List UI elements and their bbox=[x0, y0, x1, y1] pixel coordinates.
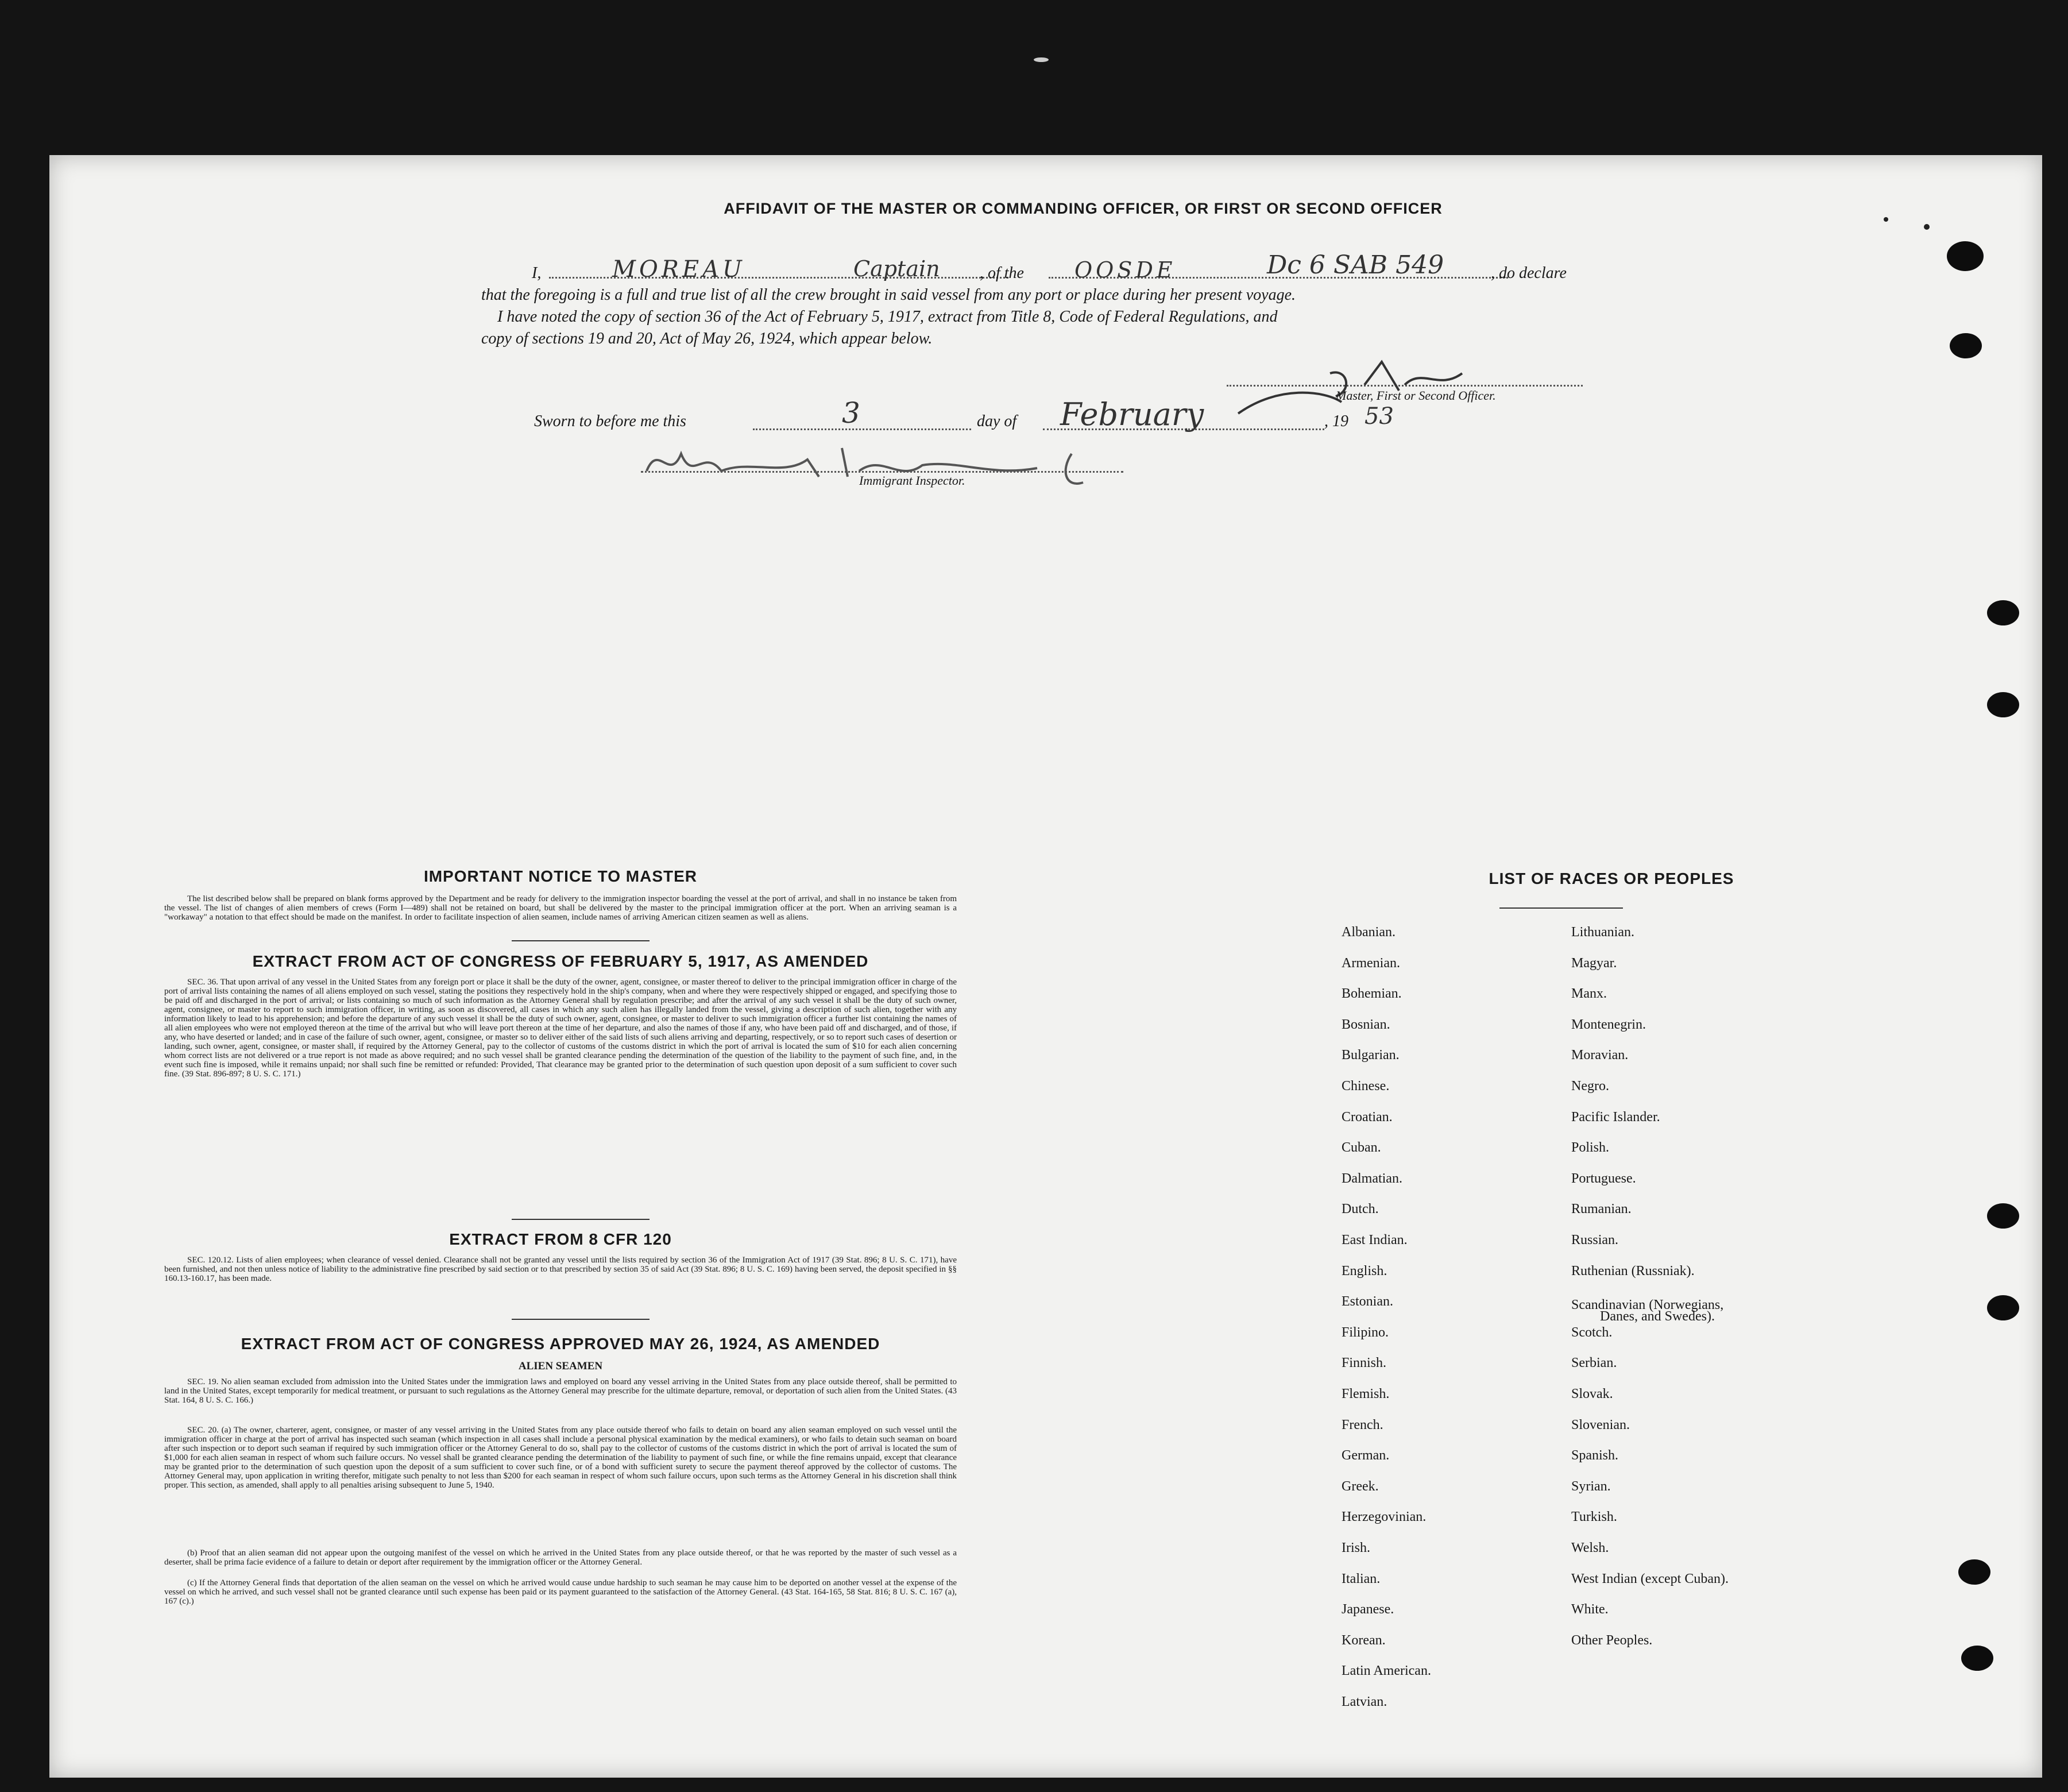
affidavit-line-4: copy of sections 19 and 20, Act of May 26, 1924, which appear below. bbox=[481, 330, 933, 347]
race-item: White. bbox=[1571, 1602, 1609, 1617]
race-item: Flemish. bbox=[1342, 1387, 1390, 1401]
master-rank: Captain bbox=[853, 256, 940, 281]
extract-cfr-body: SEC. 120.12. Lists of alien employees; when clearance of vessel denied. Clearance shall not be granted any vessel until the lists required by section 36 of the Immigration Act of 1917 (39 Stat. 896; 8 U. S. C. 171), have been furnished, and not then unless notice of liability to the administrative fine prescribed by said section or to that prescribed by section 35 of said Act (39 Stat. 896; 8 U. S. C. 169) having been served, the deposit specified in §§ 160.13-160.17, has been made. bbox=[164, 1256, 957, 1283]
punch-hole bbox=[1958, 1559, 1990, 1585]
alien-seamen-subheading: ALIEN SEAMEN bbox=[518, 1360, 603, 1372]
extract-cfr-heading: EXTRACT FROM 8 CFR 120 bbox=[449, 1230, 672, 1248]
punch-hole bbox=[1987, 600, 2019, 625]
race-item: Bulgarian. bbox=[1342, 1048, 1400, 1063]
punch-hole bbox=[1947, 241, 1984, 271]
punch-hole bbox=[1961, 1646, 1993, 1671]
race-item: Slovenian. bbox=[1571, 1417, 1630, 1432]
race-item: Dalmatian. bbox=[1342, 1171, 1402, 1186]
year-prefix: , 19 bbox=[1324, 412, 1348, 430]
race-item: Moravian. bbox=[1571, 1048, 1629, 1063]
race-item: Croatian. bbox=[1342, 1109, 1393, 1125]
vessel-name: OOSDE bbox=[1074, 257, 1176, 283]
race-item: Ruthenian (Russniak). bbox=[1571, 1263, 1695, 1279]
race-item: Latvian. bbox=[1342, 1694, 1387, 1709]
race-item: Scandinavian (Norwegians, bbox=[1571, 1297, 1724, 1313]
document-page bbox=[49, 155, 2042, 1778]
race-item: Polish. bbox=[1571, 1140, 1610, 1156]
race-item: West Indian (except Cuban). bbox=[1571, 1571, 1729, 1586]
punch-hole bbox=[1987, 1203, 2019, 1229]
race-item: Pacific Islander. bbox=[1571, 1109, 1660, 1125]
affidavit-heading: AFFIDAVIT OF THE MASTER OR COMMANDING OFFICER, OR FIRST OR SECOND OFFICER bbox=[724, 200, 1443, 217]
inspector-line bbox=[641, 471, 1123, 473]
race-item: Chinese. bbox=[1342, 1079, 1390, 1094]
divider-2 bbox=[512, 1219, 650, 1220]
race-item: Herzegovinian. bbox=[1342, 1509, 1427, 1525]
sec19-body: SEC. 19. No alien seaman excluded from admission into the United States under the immigration laws and employed on board any vessel arriving in the United States from any place outside thereof, shall be permitted to land in the United States, except temporarily for medical treatment, or pursuant to such regulations as the Attorney General may prescribe for the ultimate departure, removal, or deportation of such alien from the United States. (43 Stat. 164, 8 U. S. C. 166.) bbox=[164, 1377, 957, 1405]
divider-1 bbox=[512, 940, 650, 941]
master-name: MOREAU bbox=[612, 256, 745, 283]
of-the-label: , of the bbox=[980, 264, 1024, 282]
vessel-number: Dc 6 SAB 549 bbox=[1267, 250, 1444, 280]
race-item: Montenegrin. bbox=[1571, 1017, 1646, 1032]
affidavit-line-3: I have noted the copy of section 36 of the Act of February 5, 1917, extract from Title 8, Code of Federal Regulations, and bbox=[497, 308, 1278, 326]
race-item: Filipino. bbox=[1342, 1324, 1389, 1340]
race-item: Portuguese. bbox=[1571, 1171, 1636, 1186]
sworn-label: Sworn to before me this bbox=[534, 412, 686, 430]
extract-1917-heading: EXTRACT FROM ACT OF CONGRESS OF FEBRUARY 5, 1917, AS AMENDED bbox=[252, 952, 869, 970]
race-item: Manx. bbox=[1571, 986, 1607, 1002]
race-item: Estonian. bbox=[1342, 1294, 1393, 1310]
race-item: Greek. bbox=[1342, 1478, 1379, 1494]
race-item: Serbian. bbox=[1571, 1355, 1617, 1371]
punch-hole bbox=[1987, 1295, 2019, 1320]
race-item: English. bbox=[1342, 1263, 1387, 1279]
dust-speck bbox=[1884, 217, 1888, 222]
i-label: I, bbox=[532, 264, 542, 282]
sworn-day: 3 bbox=[842, 396, 860, 430]
race-item: French. bbox=[1342, 1417, 1383, 1432]
sec20b-body: (b) Proof that an alien seaman did not appear upon the outgoing manifest of the vessel on which he arrived in the United States from any place outside thereof, or that he was reported by the master of such vessel as a deserter, shall be prima facie evidence of a failure to detain or deport after requirement by the immigration officer or the Attorney General. bbox=[164, 1548, 957, 1567]
race-item: Bohemian. bbox=[1342, 986, 1402, 1002]
sworn-year: 53 bbox=[1365, 403, 1394, 430]
dust-speck bbox=[1924, 224, 1930, 230]
master-label: Master, First or Second Officer. bbox=[1336, 388, 1496, 403]
races-heading: LIST OF RACES OR PEOPLES bbox=[1489, 870, 1734, 887]
race-item: Other Peoples. bbox=[1571, 1632, 1653, 1648]
day-of-label: day of bbox=[977, 412, 1017, 430]
race-item: Italian. bbox=[1342, 1571, 1381, 1586]
race-item: Latin American. bbox=[1342, 1663, 1431, 1679]
race-item: Albanian. bbox=[1342, 925, 1396, 940]
race-item: Danes, and Swedes). bbox=[1600, 1309, 1715, 1324]
races-divider bbox=[1499, 907, 1623, 909]
race-item: Scotch. bbox=[1571, 1324, 1613, 1340]
affidavit-line-2: that the foregoing is a full and true list of all the crew brought in said vessel from any port or place during her present voyage. bbox=[481, 286, 1296, 304]
notice-heading: IMPORTANT NOTICE TO MASTER bbox=[423, 867, 698, 885]
race-item: Negro. bbox=[1571, 1079, 1609, 1094]
race-item: Spanish. bbox=[1571, 1448, 1619, 1463]
punch-hole bbox=[1950, 333, 1982, 358]
dust-speck bbox=[1034, 57, 1049, 62]
extract-1917-body: SEC. 36. That upon arrival of any vessel in the United States from any foreign port or place it shall be the duty of the owner, agent, consignee, or master thereof to deliver to the principal immigration officer in charge of the port of arrival lists containing the names of all aliens employed on such vessel, stating the positions they respectively hold in the ship's company, when and where they were respectively shipped or engaged, and specifying those to be paid off and discharged in the port of arrival; or lists containing so much of such information as the Attorney General shall by regulation prescribe; and after the arrival of any such vessel it shall be the duty of such owner, agent, consignee, or master to report to such immigration officer, in writing, as soon as discovered, all cases in which any such alien has illegally landed from the vessel, giving a description of such alien, together with any information likely to lead to his apprehension; and before the departure of any such vessel it shall be the duty of such owner, agent, consignee, or master to deliver to such immigration officer a further list containing the names of all alien employees who were not employed thereon at the time of the arrival but who will leave port thereon at the time of her departure, and also the names of those if any, who have been paid off and discharged, and of those, if any, who have deserted or landed; and in case of the failure of such owner, agent, consignee, or master so to deliver either of the said lists of such aliens arriving and departing, respectively, or so to report such cases of desertion or landing, such owner, agent, consignee, or master shall, if required by the Attorney General, pay to the collector of customs of the customs district in which the port of arrival is located the sum of $10 for each alien concerning whom correct lists are not delivered or a true report is not made as above required; and no such vessel shall be granted clearance pending the determination of the question of the liability to the payment of such fine, and, in the event such fine is imposed, while it remains unpaid; nor shall such fine be remitted or refunded: Provided, That clearance may be granted prior to the determination of such question upon deposit of a sum sufficient to cover such fine. (39 Stat. 896-897; 8 U. S. C. 171.) bbox=[164, 978, 957, 1079]
inspector-label: Immigrant Inspector. bbox=[859, 473, 965, 488]
notice-body: The list described below shall be prepared on blank forms approved by the Department and be ready for delivery to the immigration inspector boarding the vessel at the port of arrival, and shall in no instance be taken from the vessel. The list of changes of alien members of crews (Form I—489) shall not be retained on board, but shall be delivered by the master to the principal immigration officer at the port. When an arriving seaman is a "workaway" a notation to that effect should be made on the manifest. In order to facilitate inspection of alien seamen, include names of arriving American citizen seamen as well as aliens. bbox=[164, 894, 957, 922]
day-line bbox=[753, 428, 971, 430]
race-item: East Indian. bbox=[1342, 1233, 1408, 1248]
race-item: Syrian. bbox=[1571, 1478, 1611, 1494]
race-item: Rumanian. bbox=[1571, 1202, 1632, 1217]
do-declare-label: , do declare bbox=[1491, 264, 1567, 282]
race-item: Finnish. bbox=[1342, 1355, 1387, 1371]
race-item: Welsh. bbox=[1571, 1540, 1609, 1555]
race-item: Irish. bbox=[1342, 1540, 1370, 1555]
race-item: Armenian. bbox=[1342, 955, 1400, 971]
race-item: Magyar. bbox=[1571, 955, 1617, 971]
sec20a-body: SEC. 20. (a) The owner, charterer, agent, consignee, or master of any vessel arriving in the United States from any place outside thereof who fails to detain on board any alien seaman employed on such vessel until the immigration officer in charge at the port of arrival has inspected such seaman (which inspection in all cases shall include a personal physical examination by the medical examiners), or who fails to detain such seaman on board after such inspection or to deport such seaman if required by such immigration officer or the Attorney General to do so, shall pay to the collector of customs of the customs district in which the port of arrival is located the sum of $1,000 for each alien seaman in respect of whom such failure occurs. No vessel shall be granted clearance pending the determination of the liability to payment of such fine, or while the fine remains unpaid, except that clearance may be granted prior to the determination of such question upon the deposit of a sum sufficient to cover such fine, or of a bond with sufficient surety to secure the payment thereof approved by the collector of customs. The Attorney General may, upon application in writing therefor, mitigate such penalty to not less than $200 for each seaman in respect of whom such failure occurs, upon such terms as the Attorney General in his discretion shall think proper. This section, as amended, shall apply to all penalties arising subsequent to June 5, 1940. bbox=[164, 1426, 957, 1490]
race-item: Turkish. bbox=[1571, 1509, 1617, 1525]
race-item: Korean. bbox=[1342, 1632, 1386, 1648]
punch-hole bbox=[1987, 692, 2019, 717]
race-item: Cuban. bbox=[1342, 1140, 1381, 1156]
race-item: Russian. bbox=[1571, 1233, 1619, 1248]
race-item: Dutch. bbox=[1342, 1202, 1379, 1217]
sworn-month: February bbox=[1060, 396, 1204, 432]
race-item: Slovak. bbox=[1571, 1387, 1613, 1401]
divider-3 bbox=[512, 1319, 650, 1320]
race-item: Bosnian. bbox=[1342, 1017, 1390, 1032]
race-item: Lithuanian. bbox=[1571, 925, 1634, 940]
race-item: Japanese. bbox=[1342, 1602, 1394, 1617]
sec20c-body: (c) If the Attorney General finds that deportation of the alien seaman on the vessel on which he arrived would cause undue hardship to such seaman he may cause him to be deported on another vessel at the expense of the vessel on which he arrived, and such vessel shall not be granted clearance until such expense has been paid or its payment guaranteed to the satisfaction of the Attorney General. (43 Stat. 164-165, 58 Stat. 816; 8 U. S. C. 167 (a), 167 (c).) bbox=[164, 1578, 957, 1606]
extract-1924-heading: EXTRACT FROM ACT OF CONGRESS APPROVED MAY 26, 1924, AS AMENDED bbox=[241, 1335, 880, 1353]
race-item: German. bbox=[1342, 1448, 1390, 1463]
